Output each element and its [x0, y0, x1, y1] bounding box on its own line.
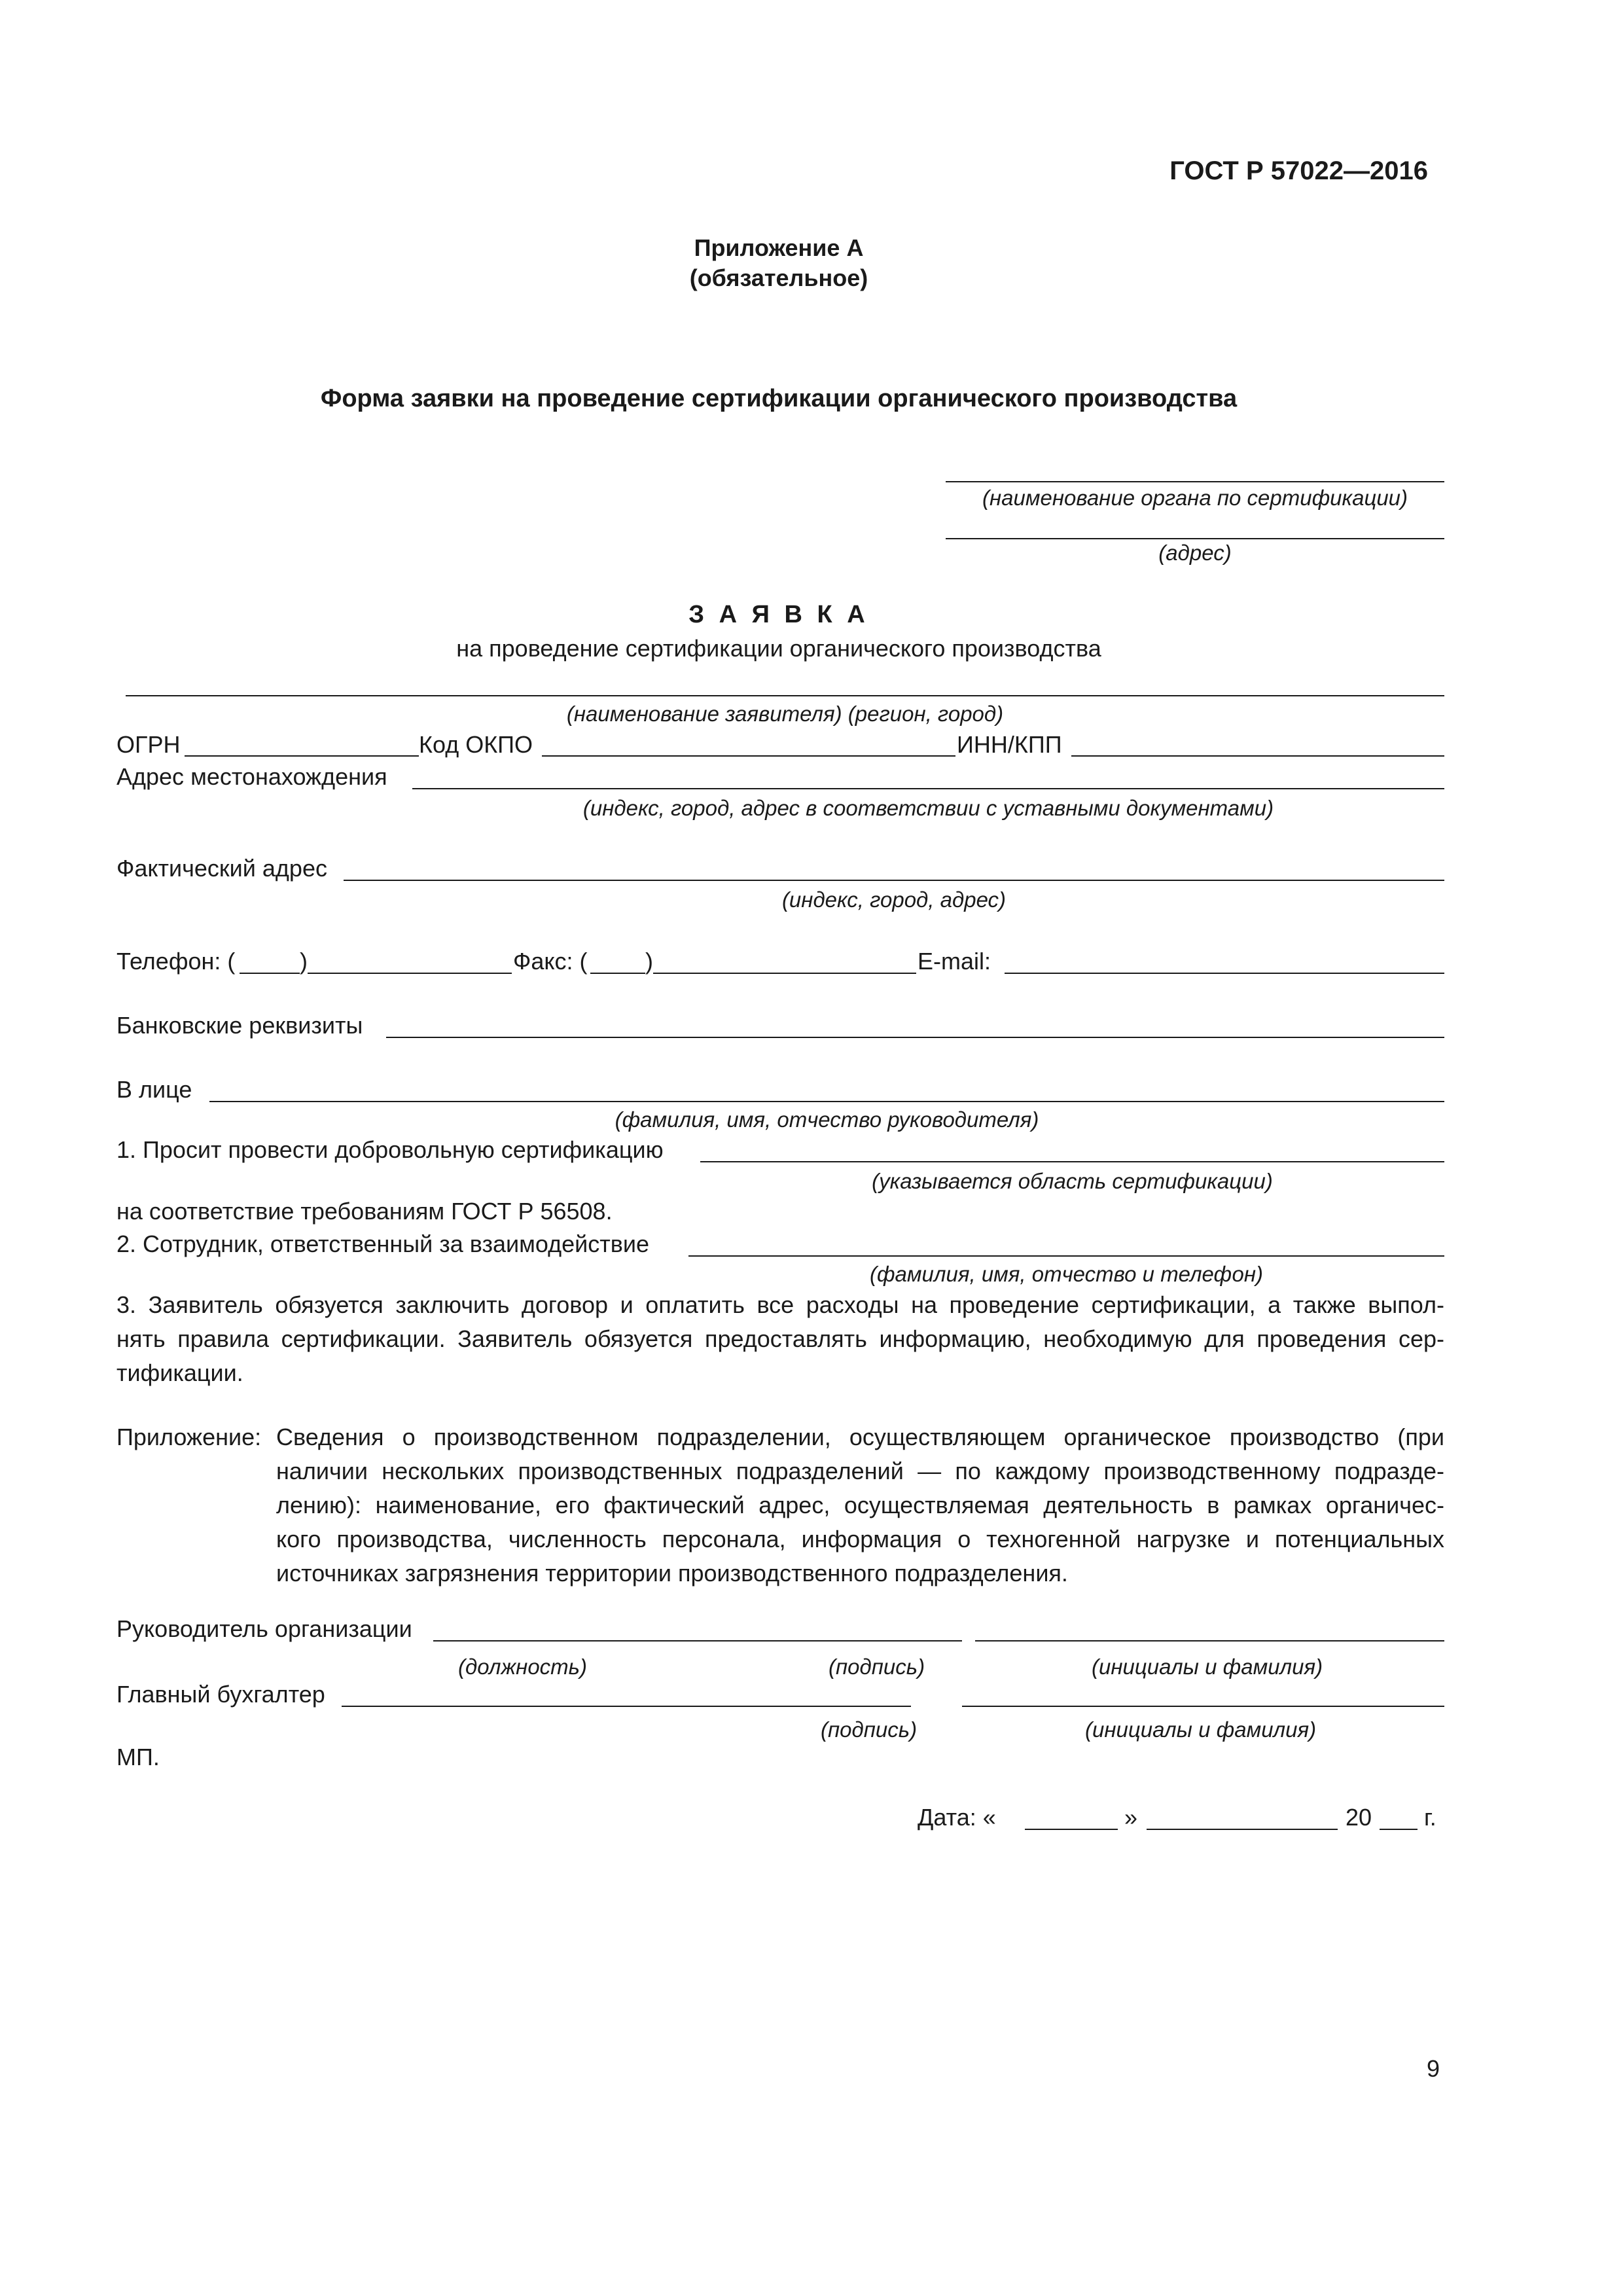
- fax-label: Факс: (: [513, 948, 588, 975]
- location-caption: (индекс, город, адрес в соответствии с уставными документами): [582, 796, 1274, 820]
- appendix-title: Приложение А: [694, 234, 864, 261]
- ogrn-label: ОГРН: [116, 731, 181, 758]
- compliance-text: на соответствие требованиям ГОСТ Р 56508.: [116, 1198, 613, 1225]
- person-field[interactable]: [209, 1101, 1444, 1102]
- location-label: Адрес местонахождения: [116, 763, 387, 790]
- annex-line: источниках загрязнения территории производственного подразделения.: [276, 1560, 1068, 1587]
- date-label: Дата: «: [918, 1804, 996, 1831]
- person-label: В лице: [116, 1076, 192, 1103]
- email-label: E-mail:: [918, 948, 991, 975]
- certification-scope-caption: (указывается область сертификации): [872, 1169, 1273, 1193]
- accountant-label: Главный бухгалтер: [116, 1681, 325, 1708]
- page-number: 9: [1427, 2055, 1440, 2082]
- recipient-org-caption: (наименование органа по сертификации): [982, 486, 1408, 510]
- appendix-type: (обязательное): [689, 264, 868, 291]
- fax-number-field[interactable]: [653, 973, 916, 974]
- director-position-field[interactable]: [433, 1640, 962, 1641]
- director-initials-caption: (инициалы и фамилия): [1092, 1655, 1323, 1679]
- ogrn-field[interactable]: [185, 755, 419, 757]
- item3-line: тификации.: [116, 1359, 243, 1386]
- contact-person-caption: (фамилия, имя, отчество и телефон): [870, 1262, 1263, 1286]
- annex-label: Приложение:: [116, 1424, 262, 1450]
- email-field[interactable]: [1005, 973, 1444, 974]
- person-caption: (фамилия, имя, отчество руководителя): [615, 1107, 1039, 1132]
- applicant-caption: (наименование заявителя) (регион, город): [566, 702, 1004, 726]
- phone-number-field[interactable]: [308, 973, 512, 974]
- director-initials-field[interactable]: [975, 1640, 1444, 1641]
- annex-line: наличии нескольких производственных подразделений — по каждому производственному подразде-: [276, 1458, 1444, 1484]
- accountant-initials-field[interactable]: [962, 1706, 1444, 1707]
- recipient-org-line[interactable]: [946, 481, 1444, 482]
- item3-line: нять правила сертификации. Заявитель обязуется предоставлять информацию, необходимую для проведения сер-: [116, 1325, 1444, 1352]
- location-field[interactable]: [412, 788, 1444, 789]
- inn-label: ИНН/КПП: [957, 731, 1062, 758]
- applicant-line[interactable]: [126, 695, 1444, 696]
- form-title: Форма заявки на проведение сертификации органического производства: [320, 385, 1238, 412]
- annex-line: Сведения о производственном подразделении, осуществляющем органическое производство (при: [276, 1424, 1444, 1450]
- certification-scope-field[interactable]: [700, 1161, 1444, 1162]
- actual-address-field[interactable]: [344, 880, 1444, 881]
- phone-close-paren: ): [300, 948, 308, 975]
- director-signature-caption: (подпись): [829, 1655, 925, 1679]
- annex-line: лению): наименование, его фактический адрес, осуществляемая деятельность в рамках органичес-: [276, 1492, 1444, 1518]
- annex-first-line: [276, 1420, 1444, 1454]
- item1-label: 1. Просит провести добровольную сертификацию: [116, 1136, 664, 1163]
- date-close-quote: »: [1124, 1804, 1138, 1831]
- director-position-caption: (должность): [458, 1655, 588, 1679]
- date-year-suffix: г.: [1424, 1804, 1436, 1831]
- okpo-label: Код ОКПО: [419, 731, 533, 758]
- contact-person-field[interactable]: [688, 1255, 1444, 1257]
- accountant-signature-field[interactable]: [342, 1706, 911, 1707]
- annex-paragraph: [276, 1454, 1444, 1590]
- application-subtitle: на проведение сертификации органического производства: [456, 635, 1101, 662]
- bank-details-label: Банковские реквизиты: [116, 1012, 363, 1039]
- bank-details-field[interactable]: [386, 1037, 1444, 1038]
- director-label: Руководитель организации: [116, 1615, 412, 1642]
- date-month-field[interactable]: [1147, 1829, 1338, 1830]
- phone-label: Телефон: (: [116, 948, 236, 975]
- annex-line: кого производства, численность персонала, информация о техногенной нагрузке и потенциальных: [276, 1526, 1444, 1552]
- date-year-field[interactable]: [1380, 1829, 1418, 1830]
- accountant-initials-caption: (инициалы и фамилия): [1085, 1717, 1317, 1742]
- okpo-field[interactable]: [542, 755, 955, 757]
- item2-label: 2. Сотрудник, ответственный за взаимодействие: [116, 1230, 649, 1257]
- item3-paragraph: [116, 1288, 1444, 1390]
- phone-code-field[interactable]: [240, 973, 300, 974]
- application-title: З А Я В К А: [688, 601, 869, 628]
- recipient-address-caption: (адрес): [1158, 541, 1232, 565]
- item3-line: 3. Заявитель обязуется заключить договор и оплатить все расходы на проведение сертификации, а также выпол-: [116, 1291, 1444, 1318]
- inn-field[interactable]: [1071, 755, 1444, 757]
- stamp-label: МП.: [116, 1744, 160, 1770]
- accountant-signature-caption: (подпись): [821, 1717, 918, 1742]
- actual-address-label: Фактический адрес: [116, 855, 327, 882]
- standard-code: ГОСТ Р 57022—2016: [1169, 156, 1428, 185]
- date-year-prefix: 20: [1346, 1804, 1372, 1831]
- fax-code-field[interactable]: [590, 973, 645, 974]
- fax-close-paren: ): [645, 948, 653, 975]
- actual-address-caption: (индекс, город, адрес): [781, 888, 1007, 912]
- date-day-field[interactable]: [1025, 1829, 1118, 1830]
